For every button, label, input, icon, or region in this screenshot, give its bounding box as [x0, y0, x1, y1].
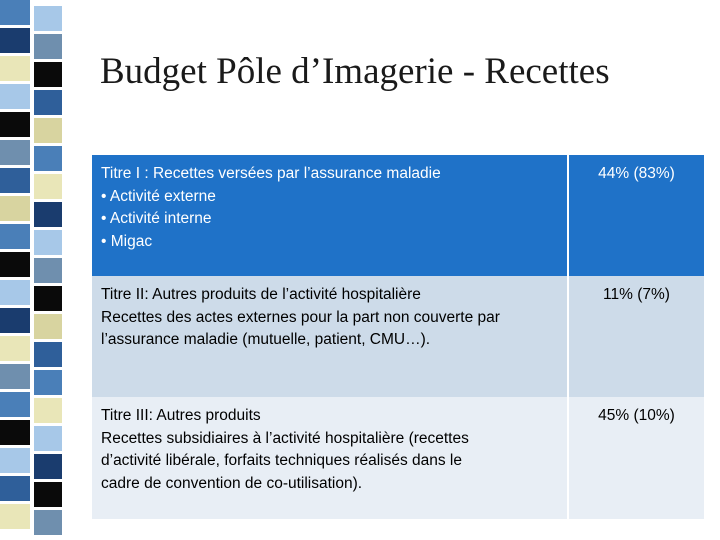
strip-square — [34, 6, 62, 31]
row-line: • Activité interne — [101, 210, 212, 227]
table-row — [92, 155, 704, 276]
strip-square — [34, 258, 62, 283]
strip-square — [0, 448, 30, 473]
row-line: • Activité externe — [101, 187, 216, 205]
row-description — [92, 155, 569, 276]
strip-square — [34, 90, 62, 115]
strip-square — [0, 0, 30, 25]
row-line: Titre II: Autres produits de l’activité hospitalière — [101, 286, 421, 303]
strip-square — [0, 308, 30, 333]
strip-square — [0, 224, 30, 249]
row-value: 45% (10%) — [569, 397, 704, 519]
row-line: l’assurance maladie (mutuelle, patient, CMU…). — [101, 331, 431, 348]
strip-square — [0, 420, 30, 445]
strip-square — [34, 454, 62, 479]
table-row — [92, 397, 704, 519]
strip-square — [34, 314, 62, 339]
strip-square — [0, 196, 30, 221]
strip-square — [0, 504, 30, 529]
strip-square — [0, 336, 30, 361]
strip-square — [34, 286, 62, 311]
strip-square — [0, 476, 30, 501]
strip-square — [34, 342, 62, 367]
strip-square — [0, 84, 30, 109]
row-value: 11% (7%) — [569, 276, 704, 397]
row-value: 44% (83%) — [569, 155, 704, 276]
strip-square — [0, 28, 30, 53]
strip-square — [34, 118, 62, 143]
table-row — [92, 276, 704, 397]
row-description — [92, 397, 569, 519]
row-line: Titre I : Recettes versées par l’assurance maladie — [101, 165, 441, 182]
strip-square — [34, 370, 62, 395]
strip-square — [34, 510, 62, 535]
strip-square — [34, 62, 62, 87]
strip-square — [0, 112, 30, 137]
row-line: cadre de convention de co-utilisation). — [101, 474, 363, 492]
row-line: Titre III: Autres produits — [101, 407, 261, 424]
strip-square — [34, 146, 62, 171]
strip-square — [0, 168, 30, 193]
budget-table — [92, 155, 704, 519]
strip-square — [34, 482, 62, 507]
strip-square — [34, 174, 62, 199]
strip-square — [34, 230, 62, 255]
strip-square — [0, 364, 30, 389]
decorative-square-strip — [0, 0, 66, 540]
strip-square — [34, 398, 62, 423]
strip-square — [34, 202, 62, 227]
row-description — [92, 276, 569, 397]
strip-square — [0, 252, 30, 277]
strip-square — [0, 56, 30, 81]
slide-title: Budget Pôle d’Imagerie - Recettes — [100, 51, 610, 92]
strip-square — [34, 426, 62, 451]
strip-square — [0, 280, 30, 305]
row-line: d’activité libérale, forfaits techniques réalisés dans le — [101, 452, 462, 469]
strip-square — [0, 392, 30, 417]
strip-square — [34, 34, 62, 59]
row-line: Recettes subsidiaires à l’activité hospitalière (recettes — [101, 429, 469, 447]
row-line: Recettes des actes externes pour la part non couverte par — [101, 308, 500, 326]
strip-square — [0, 140, 30, 165]
row-line: • Migac — [101, 232, 153, 250]
